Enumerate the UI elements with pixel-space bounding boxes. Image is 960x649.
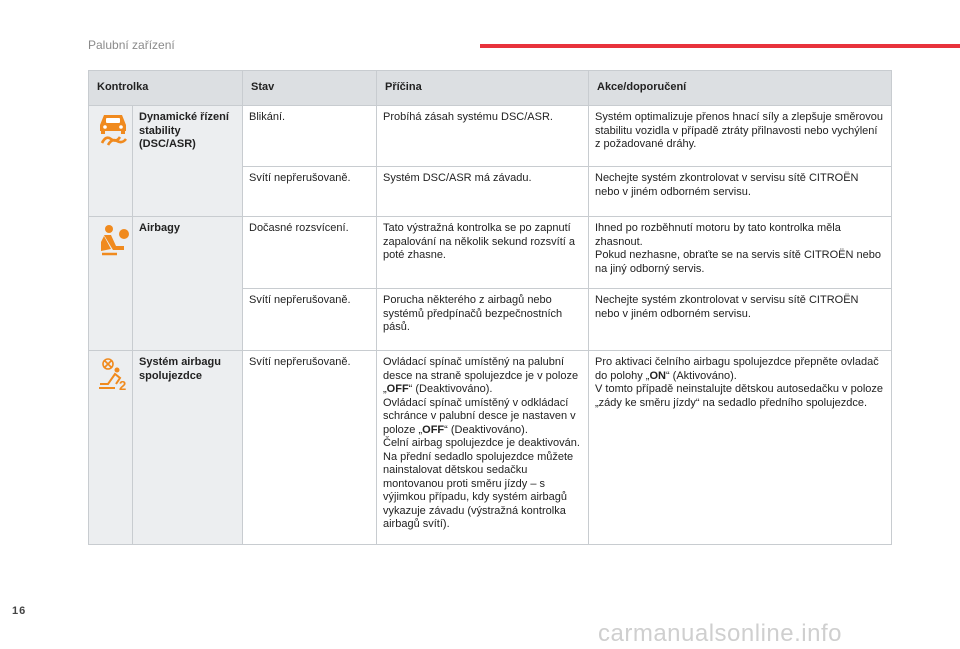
section-title: Palubní zařízení xyxy=(88,38,175,52)
indicator-icon-cell xyxy=(89,217,133,351)
keyword-on: ON xyxy=(649,369,666,382)
cell-stav: Dočasné rozsvícení. xyxy=(243,217,377,289)
indicator-name: Dynamické řízení stability (DSC/ASR) xyxy=(133,106,243,217)
text-fragment: “ (Aktivováno). V tomto případě neinstalujte dětskou autosedačku v poloze „zády ke směru jízdy“ na sedadlo předního spolujezdce. xyxy=(595,369,884,409)
cell-stav: Svítí nepřerušovaně. xyxy=(243,351,377,545)
cell-stav: Svítí nepřerušovaně. xyxy=(243,167,377,217)
svg-text:2: 2 xyxy=(119,378,127,392)
indicator-table xyxy=(88,70,892,545)
table-row xyxy=(89,217,892,289)
text-fragment: “ (Deaktivováno). Čelní airbag spolujezdce je deaktivován. Na přední sedadlo spolujezdce můžete nainstalovat dětskou sedačku montovanou proti směru jízdy – s výjimkou případu, kdy systém airbagů vykazuje závadu (výstražná kontrolka airbagů svítí). xyxy=(383,423,580,530)
column-header-stav: Stav xyxy=(243,71,377,106)
cell-stav: Svítí nepřerušovaně. xyxy=(243,289,377,351)
page-number: 16 xyxy=(12,605,27,617)
cell-akce: Nechejte systém zkontrolovat v servisu sítě CITROËN nebo v jiném odborném servisu. xyxy=(589,167,892,217)
indicator-icon-cell xyxy=(89,351,133,545)
cell-akce: Systém optimalizuje přenos hnací síly a zlepšuje směrovou stabilitu vozidla v případě ztráty přilnavosti nebo vychýlení z požadované dráhy. xyxy=(589,106,892,167)
table-row xyxy=(89,351,892,545)
column-header-pricina: Příčina xyxy=(377,71,589,106)
title-accent-bar xyxy=(480,44,960,48)
passenger-airbag-off-icon xyxy=(95,356,131,392)
text-fragment: “ (Deaktivováno). Ovládací spínač umístěný v odkládací schránce v palubní desce je nastaven v poloze „ xyxy=(383,383,576,436)
cell-pricina: Probíhá zásah systému DSC/ASR. xyxy=(377,106,589,167)
cell-pricina xyxy=(377,351,589,545)
indicator-name: Systém airbagu spolujezdce xyxy=(133,351,243,545)
cell-akce: Ihned po rozběhnutí motoru by tato kontrolka měla zhasnout. Pokud nezhasne, obraťte se na servis sítě CITROËN nebo na jiný odborný servis. xyxy=(589,217,892,289)
cell-akce: Nechejte systém zkontrolovat v servisu sítě CITROËN nebo v jiném odborném servisu. xyxy=(589,289,892,351)
text-fragment: Ovládací spínač umístěný na palubní desce na straně spolujezdce je v poloze „ xyxy=(383,356,579,395)
indicator-name: Airbagy xyxy=(133,217,243,351)
keyword-off: OFF xyxy=(422,423,445,436)
indicator-icon-cell xyxy=(89,106,133,217)
keyword-off: OFF xyxy=(386,383,409,395)
cell-pricina: Tato výstražná kontrolka se po zapnutí zapalování na několik sekund rozsvítí a poté zhasne. xyxy=(377,217,589,289)
cell-pricina: Porucha některého z airbagů nebo systémů předpínačů bezpečnostních pásů. xyxy=(377,289,589,351)
column-header-kontrolka: Kontrolka xyxy=(89,71,243,106)
table-row xyxy=(89,106,892,167)
airbag-warning-icon xyxy=(95,222,131,258)
cell-pricina: Systém DSC/ASR má závadu. xyxy=(377,167,589,217)
table-header-row xyxy=(89,71,892,106)
cell-akce xyxy=(589,351,892,545)
column-header-akce: Akce/doporučení xyxy=(589,71,892,106)
text-fragment: Pro aktivaci čelního airbagu spolujezdce přepněte ovladač do polohy „ xyxy=(595,356,879,382)
cell-stav: Blikání. xyxy=(243,106,377,167)
stability-control-warning-icon xyxy=(95,111,131,147)
watermark: carmanualsonline.info xyxy=(598,620,842,647)
